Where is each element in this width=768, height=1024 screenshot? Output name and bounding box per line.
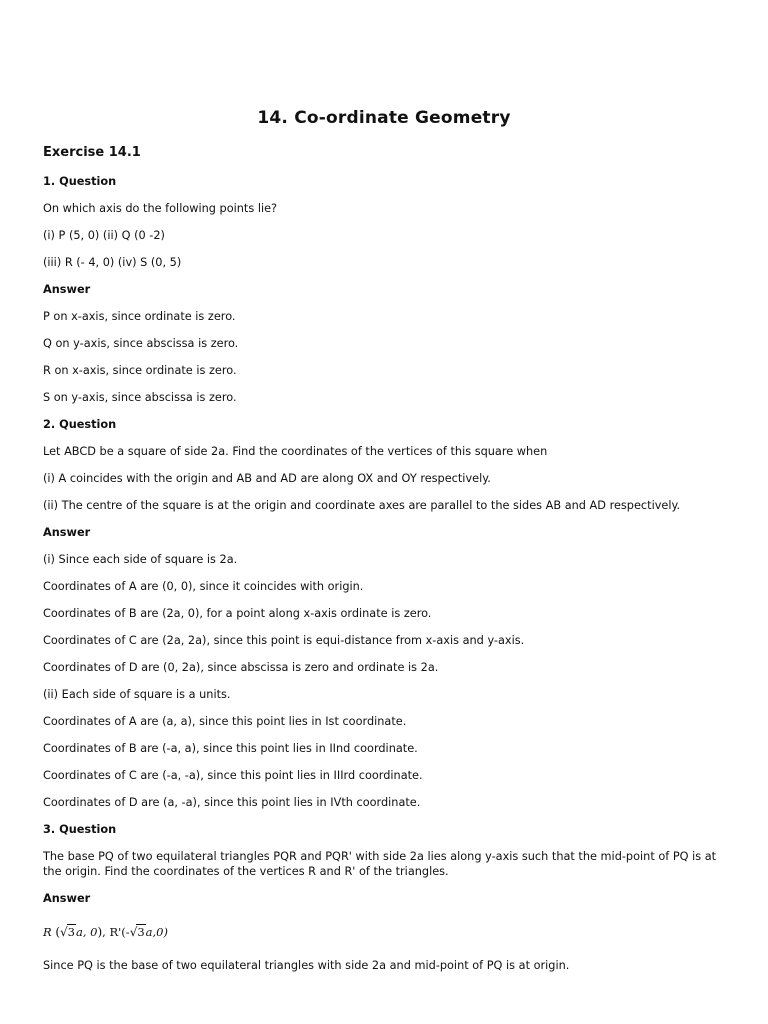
question-1-text: On which axis do the following points lie? bbox=[43, 202, 278, 215]
question-1-part: (i) P (5, 0) (ii) Q (0 -2) bbox=[43, 229, 165, 242]
answer-2-line: Coordinates of A are (0, 0), since it coincides with origin. bbox=[43, 580, 364, 593]
question-2-answer-heading: Answer bbox=[43, 526, 91, 539]
formula-rprime-label: R'(- bbox=[109, 925, 130, 939]
answer-2-line: Coordinates of D are (a, -a), since this point lies in IVth coordinate. bbox=[43, 796, 421, 809]
formula-r-rest: a, 0 bbox=[76, 925, 98, 939]
question-2-text: Let ABCD be a square of side 2a. Find the coordinates of the vertices of this square when bbox=[43, 445, 548, 458]
answer-3-line: Since PQ is the base of two equilateral triangles with side 2a and mid-point of PQ is at origin. bbox=[43, 959, 570, 972]
answer-2-line: Coordinates of D are (0, 2a), since abscissa is zero and ordinate is 2a. bbox=[43, 661, 439, 674]
question-1-answer-heading: Answer bbox=[43, 283, 91, 296]
answer-2-line: (i) Since each side of square is 2a. bbox=[43, 553, 238, 566]
answer-3-formula: R (√3a, 0), R'(-√3a,0) bbox=[43, 925, 168, 939]
answer-1-line: P on x-axis, since ordinate is zero. bbox=[43, 310, 236, 323]
sqrt-sign-icon: √ bbox=[129, 925, 138, 939]
question-2-heading: 2. Question bbox=[43, 418, 117, 431]
answer-1-line: S on y-axis, since abscissa is zero. bbox=[43, 391, 237, 404]
answer-1-line: R on x-axis, since ordinate is zero. bbox=[43, 364, 237, 377]
answer-2-line: (ii) Each side of square is a units. bbox=[43, 688, 231, 701]
document-body bbox=[43, 174, 733, 985]
question-3-answer-heading: Answer bbox=[43, 892, 91, 905]
question-3-heading: 3. Question bbox=[43, 823, 117, 836]
formula-r-radicand: 3 bbox=[67, 925, 75, 939]
answer-1-line: Q on y-axis, since abscissa is zero. bbox=[43, 337, 239, 350]
answer-2-line: Coordinates of B are (-a, a), since this point lies in IInd coordinate. bbox=[43, 742, 418, 755]
question-1-heading: 1. Question bbox=[43, 175, 117, 188]
answer-2-line: Coordinates of A are (a, a), since this point lies in Ist coordinate. bbox=[43, 715, 407, 728]
page-title: 14. Co-ordinate Geometry bbox=[257, 108, 511, 128]
answer-2-line: Coordinates of C are (-a, -a), since this point lies in IIIrd coordinate. bbox=[43, 769, 423, 782]
answer-2-line: Coordinates of C are (2a, 2a), since this point is equi-distance from x-axis and y-axis. bbox=[43, 634, 525, 647]
exercise-heading: Exercise 14.1 bbox=[43, 145, 141, 160]
question-2-part: (i) A coincides with the origin and AB and AD are along OX and OY respectively. bbox=[43, 472, 491, 485]
question-2-part: (ii) The centre of the square is at the origin and coordinate axes are parallel to the sides AB and AD respectively. bbox=[43, 499, 681, 512]
formula-r-label: R bbox=[43, 925, 52, 939]
answer-2-line: Coordinates of B are (2a, 0), for a point along x-axis ordinate is zero. bbox=[43, 607, 432, 620]
formula-separator: , bbox=[102, 925, 106, 939]
formula-rprime-radicand: 3 bbox=[137, 925, 145, 939]
sqrt-sign-icon: √ bbox=[60, 925, 68, 939]
question-3-text: The base PQ of two equilateral triangles PQR and PQR' with side 2a lies along y-axis such that the mid-point of PQ is at the origin. Find the coordinates of the vertices R and R' of the triangles. bbox=[43, 850, 717, 878]
question-1-part: (iii) R (- 4, 0) (iv) S (0, 5) bbox=[43, 256, 182, 269]
formula-rprime-rest: a,0) bbox=[145, 925, 168, 939]
